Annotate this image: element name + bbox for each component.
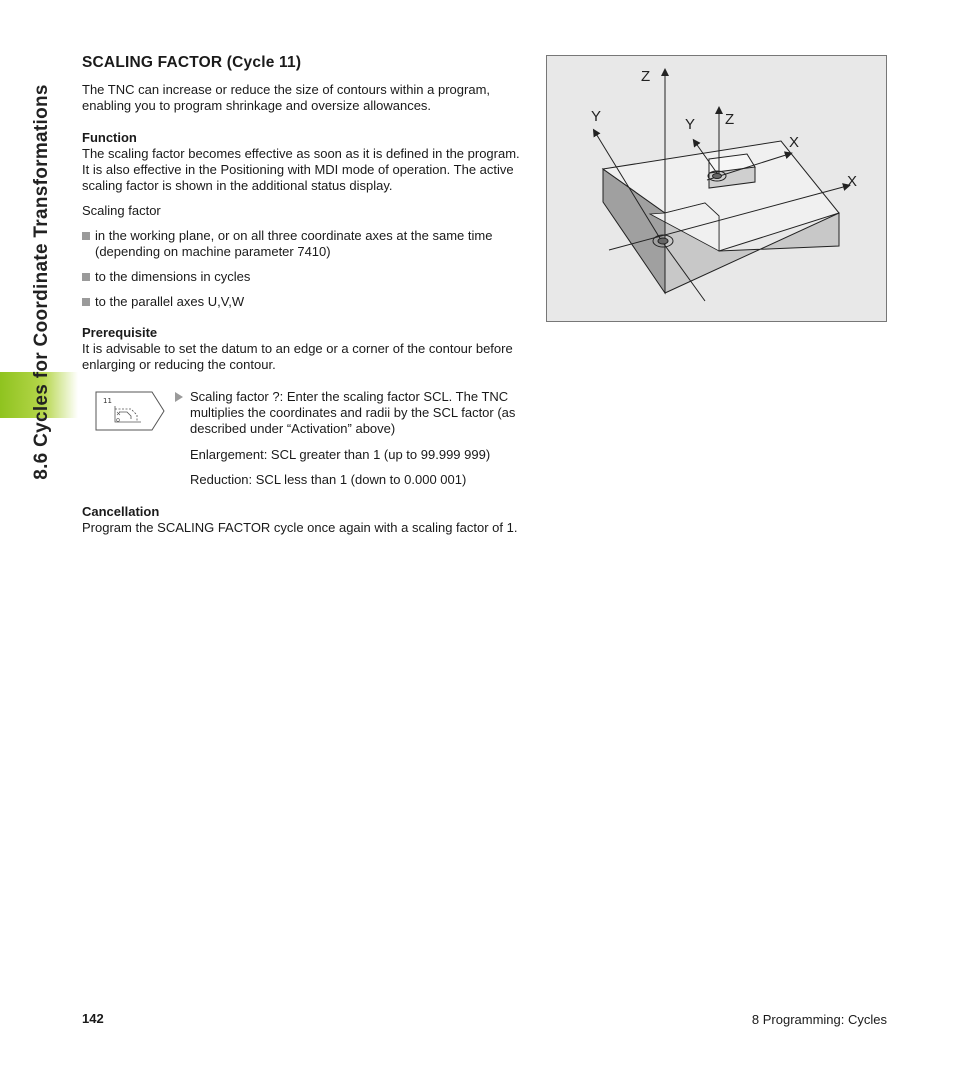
z-axis-small-label: Z	[725, 111, 735, 128]
arrow-right-icon	[175, 392, 183, 402]
bullet-square-icon	[82, 298, 90, 306]
scaling-diagram	[547, 56, 886, 321]
x-axis-main-label: X	[847, 173, 858, 190]
function-paragraph: The scaling factor becomes effective as soon as it is defined in the program. It is also effective in the Positioning with MDI mode of operation. The active scaling factor is shown in the additional status display.	[82, 146, 520, 193]
cancellation-heading: Cancellation	[82, 504, 160, 519]
function-heading: Function	[82, 130, 137, 145]
cycle-11-softkey-icon	[95, 391, 165, 431]
y-axis-main-label: Y	[591, 108, 602, 125]
list-item	[82, 228, 528, 260]
list-item-text: in the working plane, or on all three coordinate axes at the same time (depending on machine parameter 7410)	[95, 228, 493, 259]
prerequisite-heading: Prerequisite	[82, 325, 158, 340]
z-axis-main-label: Z	[641, 68, 651, 85]
list-item-text: to the dimensions in cycles	[95, 269, 251, 284]
cycle-parameter-block	[82, 389, 528, 488]
x-axis-small-label: X	[789, 134, 800, 151]
page-number: 142	[82, 1011, 104, 1026]
cancellation-paragraph: Program the SCALING FACTOR cycle once again with a scaling factor of 1.	[82, 520, 518, 535]
bullet-square-icon	[82, 232, 90, 240]
reduction-text: Reduction: SCL less than 1 (down to 0.000 001)	[190, 472, 467, 487]
scaling-factor-label: Scaling factor	[82, 203, 161, 218]
enlargement-text: Enlargement: SCL greater than 1 (up to 99.999 999)	[190, 447, 491, 462]
scaling-illustration	[546, 55, 887, 322]
intro-paragraph: The TNC can increase or reduce the size of contours within a program, enabling you to program shrinkage and oversize allowances.	[82, 82, 491, 113]
section-title-text: 8.6 Cycles for Coordinate Transformations	[31, 84, 52, 480]
svg-text:11: 11	[103, 397, 112, 405]
bullet-square-icon	[82, 273, 90, 281]
page-heading: SCALING FACTOR (Cycle 11)	[82, 54, 302, 71]
list-item-text: to the parallel axes U,V,W	[95, 294, 245, 309]
section-side-title	[28, 52, 56, 512]
y-axis-small-label: Y	[685, 116, 696, 133]
cycle-parameter-text	[175, 389, 527, 488]
prerequisite-paragraph: It is advisable to set the datum to an edge or a corner of the contour before enlarging or reducing the contour.	[82, 341, 513, 372]
scaling-factor-step: Scaling factor ?: Enter the scaling factor SCL. The TNC multiplies the coordinates and radii by the SCL factor (as described under “Activation” above)	[190, 389, 516, 436]
chapter-footer: 8 Programming: Cycles	[751, 1012, 887, 1027]
list-item	[82, 294, 528, 310]
main-content	[82, 54, 528, 536]
list-item	[82, 269, 528, 285]
